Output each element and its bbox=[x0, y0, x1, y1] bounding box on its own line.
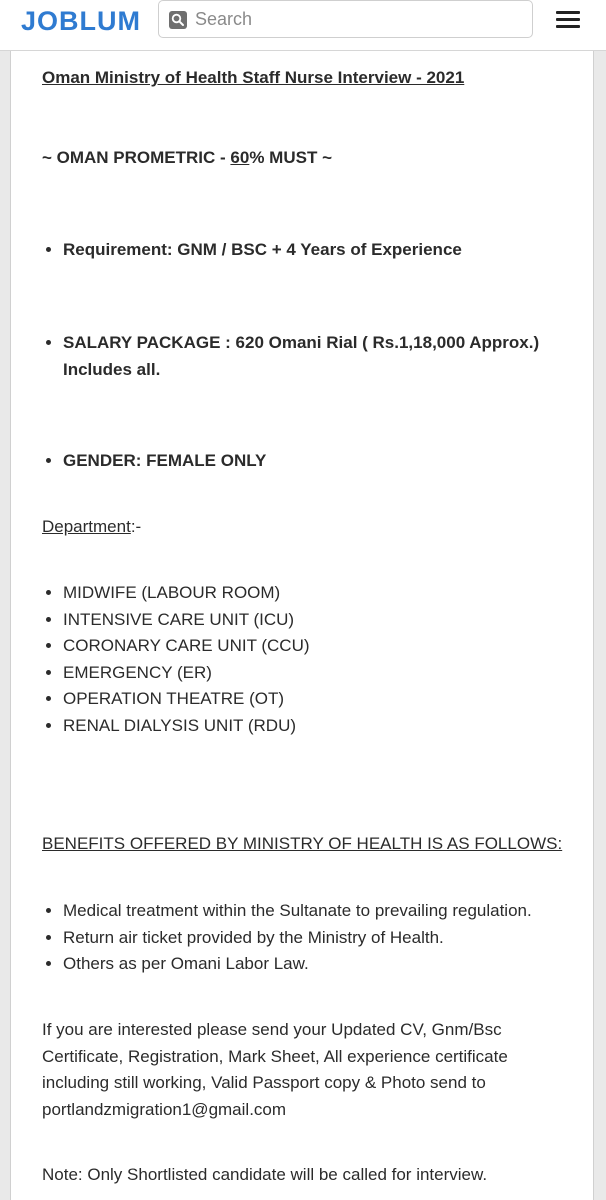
search-icon bbox=[169, 11, 187, 29]
requirement-list bbox=[42, 237, 462, 264]
department-suffix: :- bbox=[130, 517, 142, 536]
benefit-item: • Others as per Omani Labor Law. bbox=[63, 951, 532, 978]
department-item: • CORONARY CARE UNIT (CCU) bbox=[63, 633, 310, 660]
post-content bbox=[10, 51, 594, 1200]
hamburger-menu-icon[interactable] bbox=[556, 11, 580, 29]
top-bar bbox=[0, 0, 606, 51]
salary-line-1: SALARY PACKAGE : 620 Omani Rial ( Rs.1,18,000 Approx.) bbox=[63, 333, 540, 352]
department-item: • EMERGENCY (ER) bbox=[63, 660, 310, 687]
benefit-item: • Medical treatment within the Sultanate to prevailing regulation. bbox=[63, 898, 532, 925]
benefits-heading: BENEFITS OFFERED BY MINISTRY OF HEALTH IS AS FOLLOWS: bbox=[42, 834, 563, 853]
gender-item: • GENDER: FEMALE ONLY bbox=[63, 448, 266, 475]
salary-list bbox=[42, 330, 539, 383]
prometric-line bbox=[42, 145, 332, 171]
department-label: Department bbox=[42, 517, 131, 536]
department-item: • MIDWIFE (LABOUR ROOM) bbox=[63, 580, 310, 607]
search-box[interactable] bbox=[158, 0, 533, 38]
requirement-item: • Requirement: GNM / BSC + 4 Years of Experience bbox=[63, 237, 462, 264]
post-title: Oman Ministry of Health Staff Nurse Interview - 2021 bbox=[42, 68, 465, 87]
prometric-prefix: ~ OMAN PROMETRIC - bbox=[42, 148, 231, 167]
salary-line-2: Includes all. bbox=[63, 359, 161, 379]
salary-item bbox=[63, 330, 539, 383]
department-item: • INTENSIVE CARE UNIT (ICU) bbox=[63, 607, 310, 634]
prometric-number: 60 bbox=[230, 148, 250, 167]
benefits-list bbox=[42, 898, 532, 978]
gender-list bbox=[42, 448, 266, 475]
joblum-logo[interactable]: JOBLUM bbox=[21, 6, 141, 36]
department-item: • OPERATION THEATRE (OT) bbox=[63, 686, 310, 713]
department-list bbox=[42, 580, 310, 739]
prometric-suffix: % MUST ~ bbox=[249, 148, 332, 167]
shortlist-note: Note: Only Shortlisted candidate will be called for interview. bbox=[42, 1165, 488, 1184]
benefit-item: • Return air ticket provided by the Ministry of Health. bbox=[63, 925, 532, 952]
apply-instructions: If you are interested please send your Updated CV, Gnm/Bsc Certificate, Registration, Mark Sheet, All experience certificate including still working, Valid Passport copy & Photo send to portlandzmigration1@gmail.com bbox=[42, 1020, 508, 1119]
department-heading bbox=[42, 514, 141, 540]
search-input[interactable] bbox=[195, 1, 525, 37]
department-item: • RENAL DIALYSIS UNIT (RDU) bbox=[63, 713, 310, 740]
